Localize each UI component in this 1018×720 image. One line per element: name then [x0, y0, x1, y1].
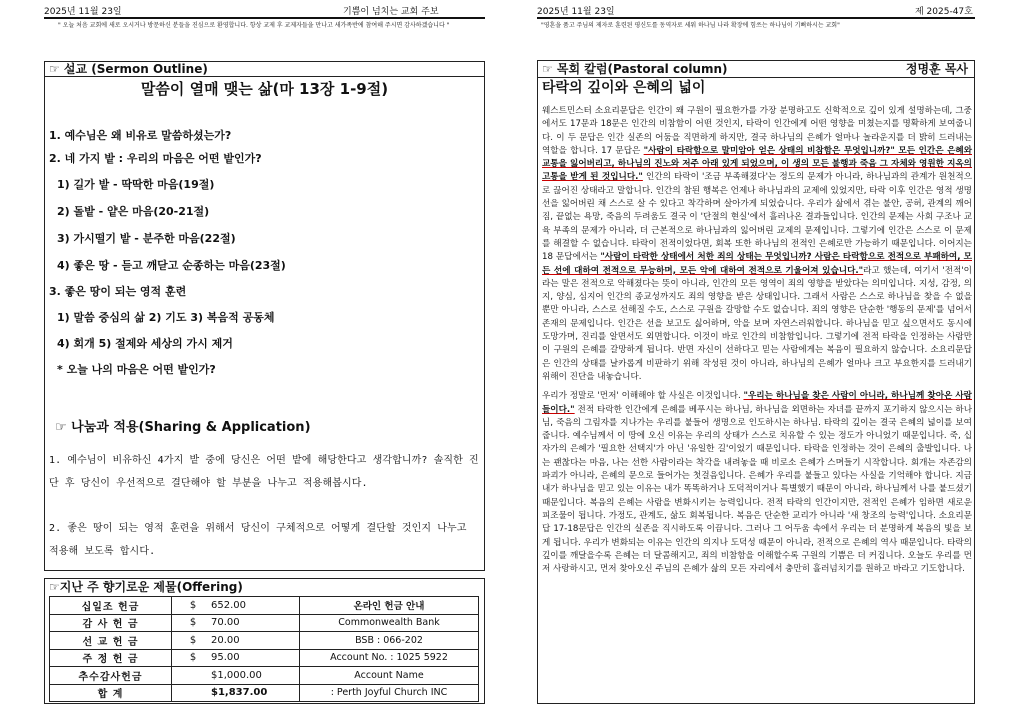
- offering-label: 감 사 헌 금: [50, 614, 172, 632]
- bank-account-name: : Perth Joyful Church INC: [300, 684, 479, 702]
- bank-bsb: BSB : 066-202: [300, 632, 479, 650]
- offering-label: 주 정 헌 금: [50, 649, 172, 667]
- offering-amount: $ 652.00: [172, 597, 300, 615]
- sharing-heading: ☞ 나눔과 적용(Sharing & Application): [55, 420, 311, 435]
- offering-total-amount: $1,837.00: [172, 684, 300, 702]
- outline-point-2: 2. 네 가지 밭 : 우리의 마음은 어떤 밭인가?: [49, 152, 262, 165]
- right-header-date: 2025년 11월 23일: [537, 7, 615, 17]
- column-title: 타락의 깊이와 은혜의 넓이: [542, 80, 706, 96]
- table-row: [50, 667, 479, 685]
- offering-heading: ☞지난 주 향기로운 제물(Offering): [49, 580, 243, 594]
- highlight-quote: "사람이 타락함으로 말미암아 얻은 상태의 비참함은 무엇입니까?" 모든 인간은 은혜와 교통을 잃어버리고, 하나님의 진노와 저주 아래 있게 되었으며, 이 생의 모든 불행과 죽음 그 자체와 영원한 지옥의 고통을 받게 된 것입니다.": [542, 145, 972, 183]
- outline-field-1: 1) 길가 밭 - 딱딱한 마음(19절): [57, 178, 215, 191]
- bank-name: Commonwealth Bank: [300, 614, 479, 632]
- bank-account-no: Account No. : 1025 5922: [300, 649, 479, 667]
- offering-total-label: 합 계: [50, 684, 172, 702]
- table-row: [50, 684, 479, 702]
- column-paragraph-1: 웨스트민스터 소요리문답은 인간이 왜 구원이 필요한가를 가장 분명하고도 신학적으로 깊이 있게 설명하는데, 그중에서도 17문과 18문은 인간의 비참함이 어떤 것인지, 타락이 인간에게 어떤 영향을 미쳤는지를 명확하게 보여줍니다. 이 두 문답은 인간 실존의 어둠을 직면하게 하지만, 결국 하나님의 은혜가 얼마나 놀라운지를 더 밝히 드러내는 역할을 합니다. 17 문답은 "사람이 타락함으로 말미암아 얻은 상태의 비참함은 무엇입니까?" 모든 인간은 은혜와 교통을 잃어버리고, 하나님의 진노와 저주 아래 있게 되었으며, 이 생의 모든 불행과 죽음 그 자체와 영원한 지옥의 고통을 받게 된 것입니다." 인간의 타락이 '조금 부족해졌다'는 정도의 문제가 아니라, 하나님과의 관계가 원천적으로 끊어진 상태라고 말합니다. 인간의 참된 행복은 언제나 하나님과의 교제에 있었지만, 타락 이후 인간은 영적 생명선을 잃어버린 채 스스로 살 수 있다고 착각하며 살아가게 되었습니다. 우리가 삶에서 겪는 불안, 공허, 관계의 깨어짐, 끝없는 욕망, 죽음의 두려움도 결국 이 '단절의 현실'에서 흘러나온 결과들입니다. 인간의 문제는 사회 구조나 교육 부족의 문제가 아니라, 더 근본적으로 하나님과의 잃어버린 교제의 문제입니다. 그렇기에 인간은 스스로 이 문제를 해결할 수 없습니다. 타락이 전적이었다면, 회복 또한 하나님의 전적인 은혜로만 가능하기 때문입니다. 이어지는 18 문답에서는 "사람이 타락한 상태에서 처한 죄의 상태는 무엇입니까? 사람은 타락함으로 전적으로 부패하여, 모든 선에 대하여 전적으로 무능하며, 모든 악에 대하여 전적으로 기울어져 있습니다."라고 했는데, 여기서 '전적'이라는 말은 전적으로 악해졌다는 뜻이 아니라, 인간의 모든 영역이 죄의 영향을 받았다는 의미입니다. 지성, 감정, 의지, 양심, 심지어 인간의 종교성까지도 죄의 영향을 받은 상태입니다. 그래서 사람은 스스로 하나님을 찾을 수 없을 뿐만 아니라, 스스로 선해질 수도, 스스로 구원을 갈망할 수도 없습니다. 죄의 영향은 단순한 '행동의 문제'를 넘어서 존재의 문제입니다. 인간은 선을 보고도 싫어하며, 악을 보며 자연스러워합니다. 하나님을 믿고 싶으면서도 동시에 도망가며, 진리를 알면서도 외면합니다. 이것이 바로 인간의 비참함입니다. 그렇기에 전적 타락을 인정하는 사람만이 구원의 은혜를 갈망하게 됩니다. 반면 자신이 선하다고 믿는 사람에게는 복음이 필요하지 않습니다. 소요리문답은 인간의 상태를 날카롭게 비판하기 위해 작성된 것이 아니라, 하나님의 은혜가 얼마나 크고 부요한지를 드러내기 위해이 진단을 내놓습니다.: [542, 106, 972, 382]
- outline-note: * 오늘 나의 마음은 어떤 밭인가?: [57, 363, 216, 376]
- right-header-motto: "영혼을 품고 주님의 제자로 훈련된 평신도를 동역자로 세워 하나님 나라 확장에 힘쓰는 하나님이 기뻐하시는 교회": [541, 22, 840, 29]
- offering-label: 선 교 헌 금: [50, 632, 172, 650]
- offering-label: 십일조 헌금: [50, 597, 172, 615]
- outline-field-3: 3) 가시떨기 밭 - 분주한 마음(22절): [57, 232, 236, 245]
- outline-point-1: 1. 예수님은 왜 비유로 말씀하셨는가?: [49, 129, 232, 142]
- table-row: [50, 614, 479, 632]
- offering-amount: $1,000.00: [172, 667, 300, 685]
- offering-amount: $ 20.00: [172, 632, 300, 650]
- table-row: [50, 632, 479, 650]
- left-header-date: 2025년 11월 23일: [44, 7, 122, 17]
- column-heading: [538, 61, 974, 78]
- column-body: [542, 105, 972, 582]
- outline-training-1: 1) 말씀 중심의 삶 2) 기도 3) 복음적 공동체: [57, 311, 275, 324]
- sermon-heading: ☞ 설교 (Sermon Outline): [45, 62, 484, 77]
- sermon-section: [44, 61, 485, 571]
- column-author: 정명훈 목사: [905, 62, 968, 76]
- table-row: [50, 649, 479, 667]
- outline-point-3: 3. 좋은 땅이 되는 영적 훈련: [49, 285, 187, 298]
- table-row: [50, 597, 479, 615]
- highlight-quote: "우리는 하나님을 찾은 사람이 아니라, 하나님께 찾아온 사람들이다.": [542, 391, 972, 415]
- sharing-item-2: 2. 좋은 땅이 되는 영적 훈련을 위해서 당신이 구체적으로 어떻게 결단할 것인지 나누고 적용해 보도록 합시다.: [49, 523, 467, 557]
- column-paragraph-2: 우리가 정말로 '먼저' 이해해야 할 사실은 이것입니다. "우리는 하나님을 찾은 사람이 아니라, 하나님께 찾아온 사람들이다." 전적 타락한 인간에게 은혜를 베푸시는 하나님, 하나님을 외면하는 자녀를 끝까지 포기하지 않으시는 하나님, 죽음의 그림자를 지나가는 우리를 붙들어 생명으로 인도하시는 하나님. 타락의 깊이는 결국 은혜의 넓이를 보여줍니다. 예수님께서 이 땅에 오신 이유는 우리의 상태가 스스로 치유할 수 있는 정도가 아니었기 때문입니다. 죽, 십자가의 은혜가 '필요한 선택지'가 아닌 '유일한 길'이었기 때문입니다. 타락을 인정하는 것이 은혜의 출발입니다. 나는 괜찮다는 마음, 나는 선한 사람이라는 착각을 내려놓을 때 비로소 은혜가 스며들기 시작합니다. 회개는 자존감의 파괴가 아니라, 은혜의 문으로 들어가는 첫걸음입니다. 은혜가 우리를 붙들고 있다는 사실을 기억해야 합니다. 지금 내가 하나님을 믿고 있는 이유는 내가 똑똑하거나 도덕적이거나 특별했기 때문이 아니라, 하나님께서 나를 붙드셨기 때문입니다. 복음의 은혜는 사람을 변화시키는 능력입니다. 전적 타락의 인간이지만, 전적인 은혜가 임하면 새로운 피조물이 됩니다. 가정도, 관계도, 삶도 회복됩니다. 복음은 단순한 교리가 아니라 '새 창조의 능력'입니다. 소요리문답 17-18문답은 인간의 실존을 직시하도록 이끕니다. 그러나 그 어두움 속에서 우리는 더 분명하게 복음의 빛을 보게 됩니다. 우리가 변화되는 이유는 인간의 의지나 도덕성 때문이 아니라, 전적으로 은혜의 역사 때문입니다. 타락의 깊이를 깨달을수록 은혜는 더 달콤해지고, 죄의 비참함을 이해할수록 구원의 기쁨은 더 커집니다. 오늘도 우리를 먼저 사랑하시고, 먼저 찾아오신 주님의 은혜가 삶의 모든 자리에서 충만히 흘러넘치기를 원하고 바라고 기도합니다.: [542, 391, 972, 575]
- sermon-title: 말씀이 열매 맺는 삶(마 13장 1-9절): [140, 80, 389, 98]
- right-header-rule: [537, 17, 975, 19]
- left-header-bulletin-name: 기쁨이 넘치는 교회 주보: [343, 7, 439, 17]
- bank-account-name-label: Account Name: [300, 667, 479, 685]
- offering-amount: $ 70.00: [172, 614, 300, 632]
- right-header-issue: 제 2025-47호: [915, 7, 973, 17]
- bank-heading: 온라인 헌금 안내: [300, 597, 479, 615]
- left-header-motto: " 오늘 처음 교회에 새로 오시거나 방문하신 분들을 진심으로 환영합니다. 항상 교제 후 교제자들을 만나고 새가족반에 참여해 주시면 감사하겠습니다 ": [58, 22, 450, 29]
- offering-amount: $ 95.00: [172, 649, 300, 667]
- offering-section: [44, 578, 485, 704]
- pastoral-column-section: [537, 60, 975, 704]
- left-header-rule: [44, 17, 485, 19]
- outline-field-2: 2) 돌밭 - 얕은 마음(20-21절): [57, 205, 210, 218]
- offering-table: [49, 596, 479, 702]
- highlight-quote: "사람이 타락한 상태에서 처한 죄의 상태는 무엇입니까? 사람은 타락함으로 전적으로 부패하여, 모든 선에 대하여 전적으로 무능하며, 모든 악에 대하여 전적으로 기울어져 있습니다.": [542, 252, 972, 276]
- sharing-item-1: 1. 예수님이 비유하신 4가지 밭 중에 당신은 어떤 밭에 해당한다고 생각합니까? 솔직한 진단 후 당신이 우선적으로 결단해야 할 부분을 나누고 적용해봅시다.: [49, 455, 479, 489]
- outline-training-2: 4) 회개 5) 절제와 세상의 가시 제거: [57, 337, 233, 350]
- offering-label: 추수감사헌금: [50, 667, 172, 685]
- outline-field-4: 4) 좋은 땅 - 듣고 깨닫고 순종하는 마음(23절): [57, 259, 286, 272]
- column-heading-text: ☞ 목회 칼럼(Pastoral column): [542, 62, 728, 76]
